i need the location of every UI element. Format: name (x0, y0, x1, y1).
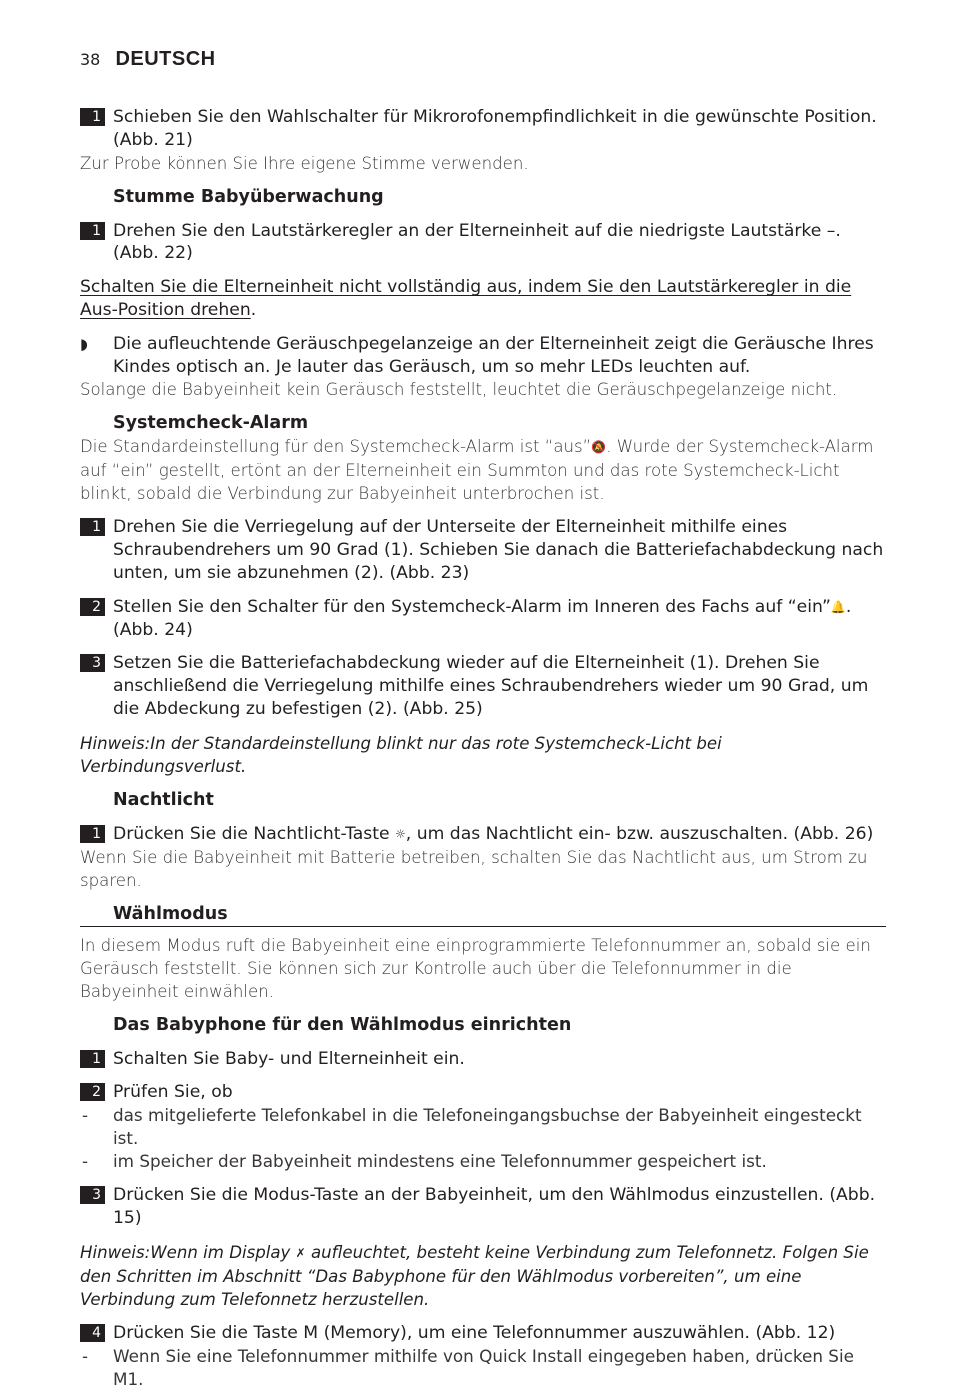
step-number-badge: 3 (80, 1186, 105, 1204)
warning-underlined: Schalten Sie die Elterneinheit nicht vollständig aus, indem Sie den Lautstärkeregler in die Aus-Position drehen (80, 277, 852, 320)
no-connection-icon: ✗ (295, 1245, 306, 1260)
step-switch-on (80, 596, 886, 642)
step-number-badge: 1 (80, 825, 105, 843)
note-part: Hinweis:Wenn im Display (80, 1242, 296, 1262)
body-text: Zur Probe können Sie Ihre eigene Stimme verwenden. (80, 153, 529, 173)
note-text-display (80, 1241, 886, 1311)
body-text-systemcheck (80, 435, 886, 505)
step-check (80, 1081, 886, 1104)
step-number-badge: 1 (80, 1050, 105, 1068)
step-number-badge: 1 (80, 518, 105, 536)
body-text: Solange die Babyeinheit kein Geräusch feststellt, leuchtet die Geräuschpegelanzeige nicht. (80, 380, 838, 400)
step-text: Drücken Sie die Nachtlicht-Taste (113, 823, 396, 844)
dash-text: Wenn Sie eine Telefonnummer mithilfe von Quick Install eingegeben haben, drücken Sie M1. (113, 1345, 854, 1389)
body-text-part: Die Standardeinstellung für den Systemcheck-Alarm ist “aus” (80, 437, 592, 457)
step-text: Drehen Sie die Verriegelung auf der Unterseite der Elterneinheit mithilfe eines Schraubendrehers um 90 Grad (1). Schieben Sie danach die Batteriefachabdeckung nach unten, um sie abzunehmen (2). (Abb. 23) (113, 517, 884, 583)
step-number-badge: 4 (80, 1324, 105, 1342)
step-number-badge: 1 (80, 222, 105, 240)
step-number-badge: 1 (80, 108, 105, 126)
subheading-nightlight: Nachtlicht (113, 789, 214, 810)
nightlight-icon: ☼ (395, 826, 406, 841)
bullet-item (80, 333, 886, 379)
body-text: Wenn Sie die Babyeinheit mit Batterie betreiben, schalten Sie das Nachtlicht aus, um Strom zu sparen. (80, 847, 868, 890)
body-text-part: . Wurde der Systemcheck-Alarm auf “ein” gestellt, ertönt an der Elterneinheit ein Summton und das rote Systemcheck-Licht blinkt, sobald die Verbindung zur Babyeinheit unterbrochen ist. (80, 437, 874, 504)
step-text: Drücken Sie die Modus-Taste an der Babyeinheit, um den Wählmodus einzustellen. (Abb. 15) (113, 1185, 876, 1228)
step-switch-on-units (80, 1048, 886, 1071)
step-memory-button (80, 1322, 886, 1345)
bullet-marker-icon: ◗ (80, 334, 88, 353)
step-nightlight-button (80, 823, 886, 846)
dash-text: im Speicher der Babyeinheit mindestens eine Telefonnummer gespeichert ist. (113, 1151, 767, 1172)
alarm-on-icon: 🔔 (830, 599, 846, 614)
alarm-off-icon: 🔕 (591, 440, 607, 455)
dash-marker: - (82, 1345, 89, 1366)
note-text: Hinweis:In der Standardeinstellung blinkt nur das rote Systemcheck-Licht bei Verbindungsverlust. (80, 733, 722, 776)
dash-item (80, 1345, 886, 1391)
dash-item (80, 1150, 886, 1173)
step-text: Schalten Sie Baby- und Elterneinheit ein. (113, 1048, 465, 1069)
subheading-setup-dial-mode: Das Babyphone für den Wählmodus einrichten (113, 1014, 572, 1035)
step-mic-sensitivity (80, 106, 886, 152)
page-number: 38 (80, 50, 101, 69)
step-number-badge: 2 (80, 1083, 105, 1101)
step-volume-lowest (80, 220, 886, 266)
step-text: Stellen Sie den Schalter für den Systemcheck-Alarm im Inneren des Fachs auf “ein” (113, 596, 831, 617)
step-text: Drücken Sie die Taste M (Memory), um eine Telefonnummer auszuwählen. (Abb. 12) (113, 1322, 836, 1343)
step-text: Prüfen Sie, ob (113, 1082, 233, 1103)
dash-text: das mitgelieferte Telefonkabel in die Telefoneingangsbuchse der Babyeinheit eingesteckt ist. (113, 1105, 862, 1149)
step-text: , um das Nachtlicht ein- bzw. auszuschalten. (Abb. 26) (405, 823, 874, 844)
step-number-badge: 3 (80, 654, 105, 672)
warning-tail: . (250, 299, 257, 320)
note-part: aufleuchtet, besteht keine Verbindung zum Telefonnetz. Folgen Sie den Schritten im Abschnitt “Das Babyphone für den Wählmodus vorbereiten”, um eine Verbindung zum Telefonnetz herzustellen. (80, 1242, 869, 1309)
step-text: Setzen Sie die Batteriefachabdeckung wieder auf die Elterneinheit (1). Drehen Sie anschließend die Verriegelung mithilfe eines Schraubendrehers wieder um 90 Grad, um die Abdeckung zu befestigen (2). (Abb. 25) (113, 653, 869, 719)
page-content (80, 106, 886, 1391)
bullet-text: Die aufleuchtende Geräuschpegelanzeige an der Elterneinheit zeigt die Geräusche Ihres Kindes optisch an. Je lauter das Geräusch, um so mehr LEDs leuchten auf. (113, 333, 874, 377)
dash-item (80, 1104, 886, 1150)
step-number-badge: 2 (80, 598, 105, 616)
step-text: Schieben Sie den Wahlschalter für Mikrorofonempfindlichkeit in die gewünschte Position. (Abb. 21) (113, 107, 877, 150)
step-replace-cover (80, 652, 886, 720)
step-mode-button (80, 1184, 886, 1230)
warning-text (80, 276, 886, 322)
dash-marker: - (82, 1105, 89, 1126)
step-text: Drehen Sie den Lautstärkeregler an der Elterneinheit auf die niedrigste Lautstärke –. (Abb. 22) (113, 220, 841, 264)
subheading-systemcheck-alarm: Systemcheck-Alarm (113, 413, 309, 434)
dash-marker: - (82, 1151, 89, 1172)
subheading-dial-mode: Wählmodus (80, 903, 886, 927)
page-header (80, 48, 216, 71)
section-language-title: DEUTSCH (115, 48, 216, 70)
subheading-silent-monitoring: Stumme Babyüberwachung (113, 186, 384, 207)
step-unlock-cover (80, 516, 886, 584)
step-text: . (Abb. 24) (113, 596, 852, 640)
body-text: In diesem Modus ruft die Babyeinheit eine einprogrammierte Telefonnummer an, sobald sie ein Geräusch feststellt. Sie können sich zur Kontrolle auch über die Telefonnummer in die Babyeinheit einwählen. (80, 935, 871, 1001)
